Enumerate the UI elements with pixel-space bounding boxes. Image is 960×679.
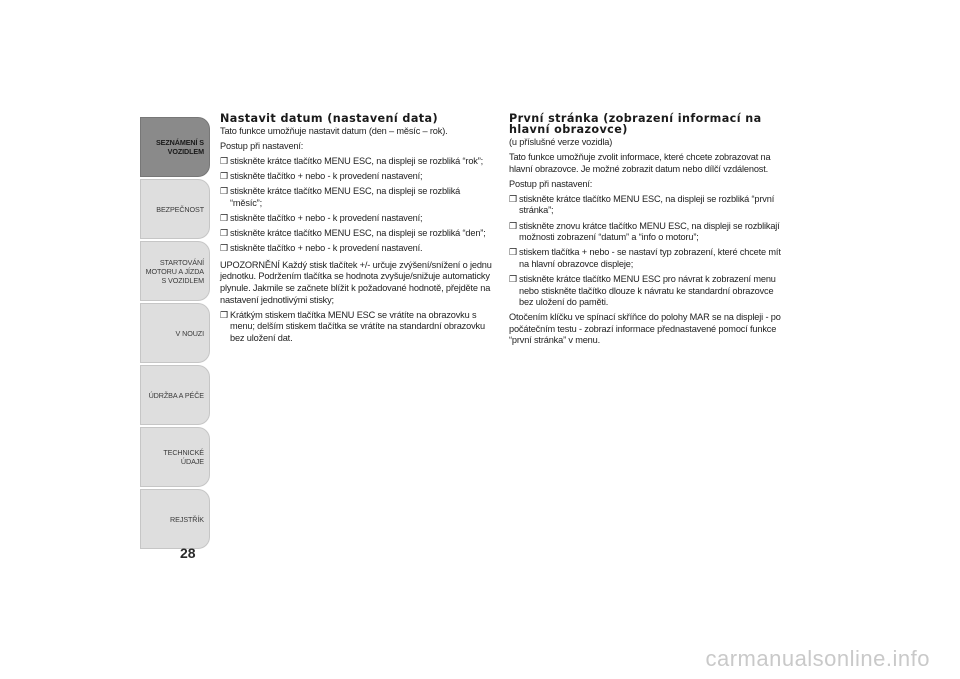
tab-label: STARTOVÁNÍ MOTORU A JÍZDA S VOZIDLEM [145, 257, 204, 285]
step-text: stiskněte tlačítko + nebo - k provedení nastavení; [230, 213, 423, 224]
step-text: stiskněte krátce tlačítko MENU ESC pro návrat k zobrazení menu nebo stiskněte tlačítko dlouze k návratu ke standardní obrazovce bez uložení do paměti. [519, 273, 776, 308]
list-item [509, 221, 781, 244]
tab-label: TECHNICKÉ ÚDAJE [163, 448, 204, 466]
tab-label: SEZNÁMENÍ S VOZIDLEM [155, 138, 204, 156]
step-text: stiskem tlačítka + nebo - se nastaví typ zobrazení, které chcete mít na hlavní obrazovce displeje; [519, 247, 781, 269]
list-item [509, 274, 781, 309]
tab-label: V NOUZI [175, 328, 204, 338]
checkbox-bullet-icon: ❒ [220, 243, 228, 254]
intro-text: Tato funkce umožňuje nastavit datum (den – měsíc – rok). [220, 126, 448, 136]
left-column [220, 113, 492, 348]
step-text: stiskněte znovu krátce tlačítko MENU ESC, na displeji se rozblikají možnosti zobrazení “datum” a “info o motoru”; [519, 220, 780, 243]
outro-text: Otočením klíčku ve spínací skříňce do polohy MAR se na displeji - po počátečním testu - zobrazí informace přednastavené pomocí funkce “první stránka” v menu. [509, 312, 781, 346]
checkbox-bullet-icon: ❒ [509, 193, 517, 204]
tab-seznameni[interactable] [140, 117, 210, 177]
right-column [509, 113, 781, 351]
note-text: UPOZORNĚNÍ Každý stisk tlačítek +/- určuje zvýšení/snížení o jednu jednotku. Podržením tlačítka se hodnota zvyšuje/snižuje automaticky plynule. Jakmile se začnete blížit k požadované hodnotě, přejděte na nastavení jednotlivými stisky; [220, 259, 492, 305]
checkbox-bullet-icon: ❒ [509, 220, 517, 231]
step-text: stiskněte krátce tlačítko MENU ESC, na displeji se rozbliká “rok”; [230, 156, 484, 167]
step-text: Krátkým stiskem tlačítka MENU ESC se vrátíte na obrazovku s menu; delším stiskem tlačítka se vrátíte na standardní obrazovku bez uložení dat. [230, 309, 485, 343]
tab-label: ÚDRŽBA A PÉČE [148, 390, 204, 400]
list-item [509, 194, 781, 217]
subheading: (u příslušné verze vozidla) [509, 137, 613, 147]
list-item [509, 247, 781, 270]
list-item [220, 228, 492, 240]
procedure-label: Postup při nastavení: [220, 141, 304, 152]
section-heading: První stránka (zobrazení informací na hlavní obrazovce) [509, 112, 762, 136]
tab-label: REJSTŘÍK [170, 514, 204, 524]
section-heading: Nastavit datum (nastavení data) [220, 112, 438, 125]
list-item [220, 156, 492, 168]
chapter-tabs [140, 117, 210, 551]
checkbox-bullet-icon: ❒ [220, 186, 228, 197]
list-item [220, 171, 492, 183]
watermark: carmanualsonline.info [705, 646, 930, 671]
tab-label: BEZPEČNOST [156, 204, 204, 214]
tab-udrzba[interactable] [140, 365, 210, 425]
list-item [220, 186, 492, 209]
step-text: stiskněte tlačítko + nebo - k provedení nastavení. [230, 243, 423, 254]
list-item [220, 213, 492, 225]
checkbox-bullet-icon: ❒ [220, 228, 228, 239]
step-text: stiskněte tlačítko + nebo - k provedení nastavení; [230, 171, 423, 182]
procedure-label: Postup při nastavení: [509, 178, 593, 189]
list-item [220, 310, 492, 345]
tab-v-nouzi[interactable] [140, 303, 210, 363]
page-number: 28 [180, 545, 196, 561]
checkbox-bullet-icon: ❒ [220, 171, 228, 182]
step-text: stiskněte krátce tlačítko MENU ESC, na displeji se rozbliká “měsíc”; [230, 186, 461, 208]
checkbox-bullet-icon: ❒ [509, 273, 517, 284]
checkbox-bullet-icon: ❒ [509, 247, 517, 258]
tab-startovani[interactable] [140, 241, 210, 301]
step-text: stiskněte krátce tlačítko MENU ESC, na displeji se rozbliká “den”; [230, 228, 486, 239]
intro-text: Tato funkce umožňuje zvolit informace, které chcete zobrazovat na hlavní obrazovce. Je možné zobrazit datum nebo dílčí vzdálenost. [509, 152, 771, 174]
checkbox-bullet-icon: ❒ [220, 309, 228, 320]
step-text: stiskněte krátce tlačítko MENU ESC, na displeji se rozbliká “první stránka”; [519, 193, 775, 216]
checkbox-bullet-icon: ❒ [220, 156, 228, 167]
tab-rejstrik[interactable] [140, 489, 210, 549]
tab-bezpecnost[interactable] [140, 179, 210, 239]
tab-technicke-udaje[interactable] [140, 427, 210, 487]
list-item [220, 243, 492, 255]
checkbox-bullet-icon: ❒ [220, 213, 228, 224]
